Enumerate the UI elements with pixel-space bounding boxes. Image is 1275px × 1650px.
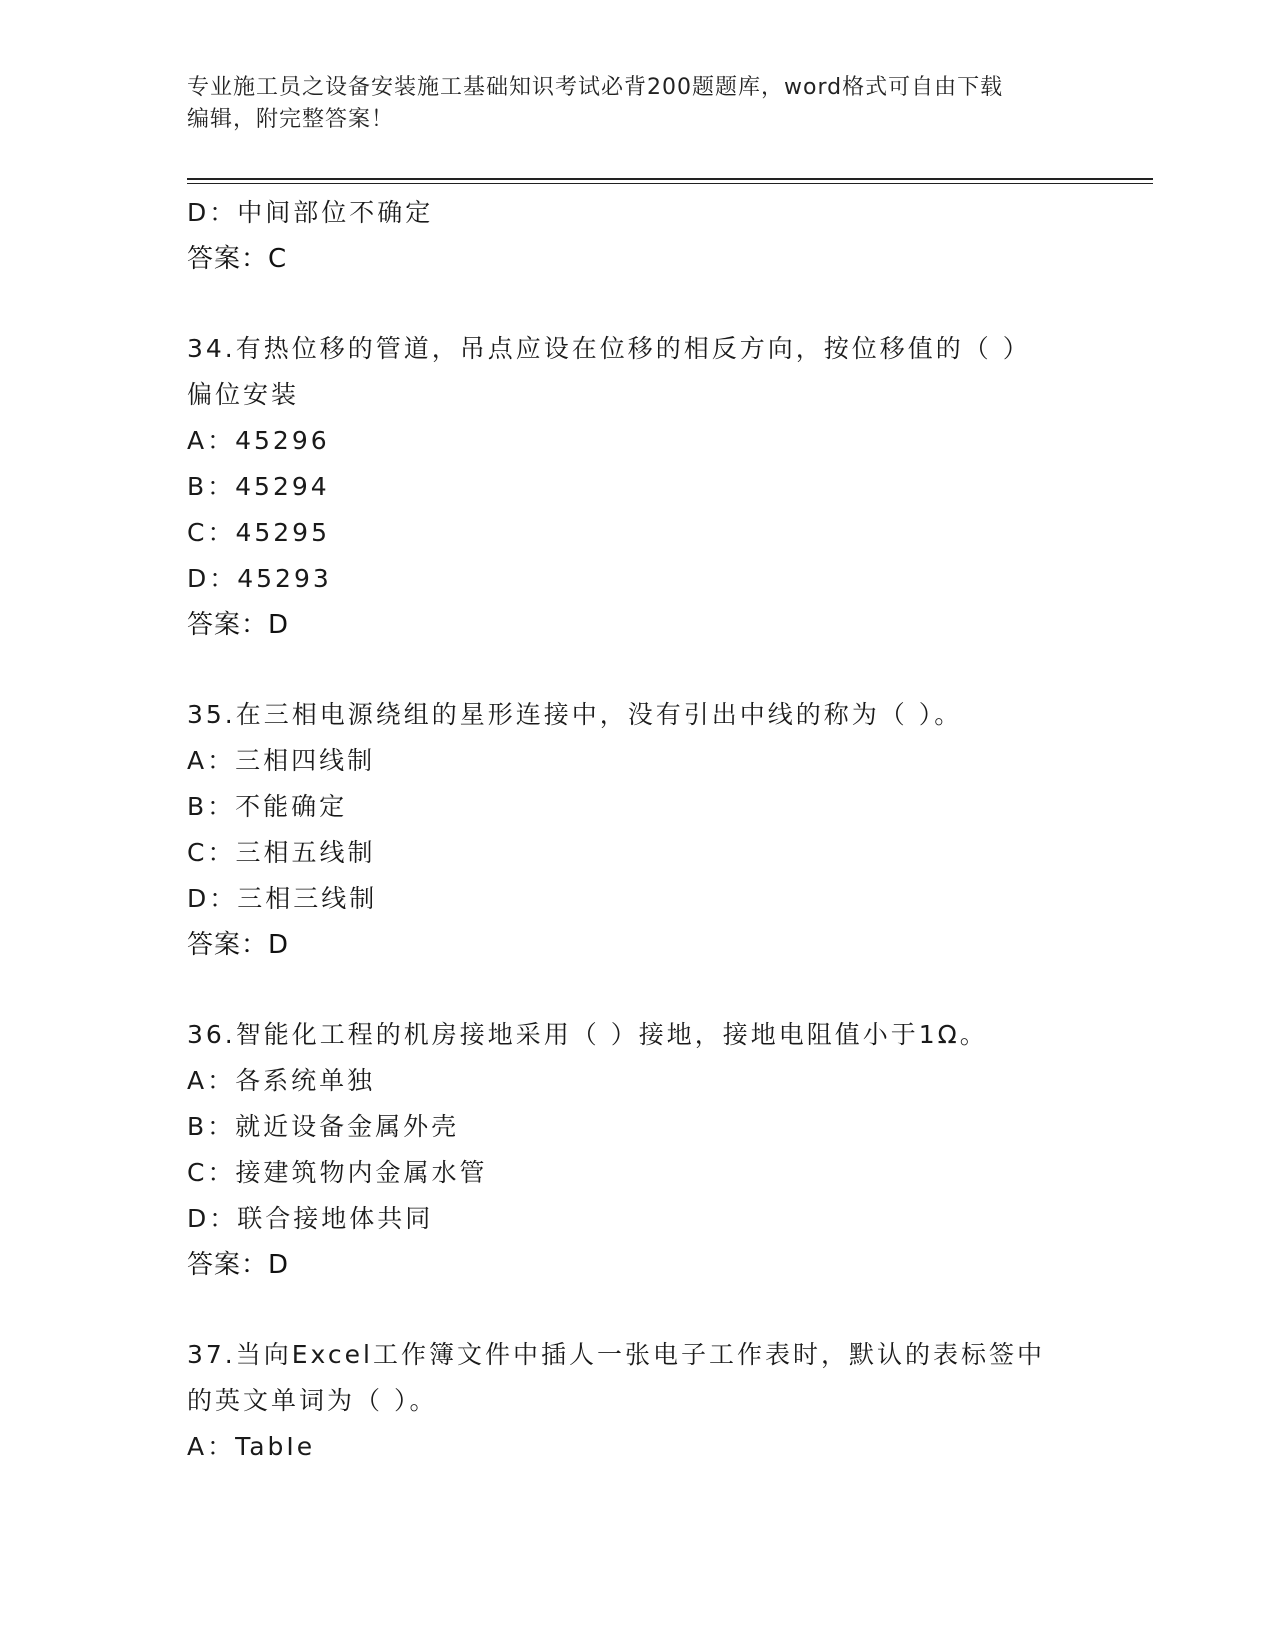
question-spacer <box>187 648 1067 692</box>
answer-text: 答案：D <box>187 1250 290 1280</box>
option-d: D：联合接地体共同 <box>187 1204 434 1233</box>
header-line-2: 编辑，附完整答案！ <box>187 107 395 132</box>
question-text: 35.在三相电源绕组的星形连接中，没有引出中线的称为（ ）。 <box>187 700 963 729</box>
option-a: A：各系统单独 <box>187 1066 376 1095</box>
option-b: B：45294 <box>187 472 330 501</box>
option-b: B：就近设备金属外壳 <box>187 1112 460 1141</box>
question-spacer <box>187 1288 1067 1332</box>
question-text: 34.有热位移的管道，吊点应设在位移的相反方向，按位移值的（ ） <box>187 334 1031 363</box>
question-item <box>187 1012 1067 1288</box>
question-text: 37.当向Excel工作簿文件中插人一张电子工作表时，默认的表标签中 <box>187 1340 1045 1369</box>
question-text: 36.智能化工程的机房接地采用（ ）接地，接地电阻值小于1Ω。 <box>187 1020 988 1049</box>
option-a: A：TabIe <box>187 1432 316 1461</box>
question-spacer <box>187 968 1067 1012</box>
answer-text: 答案：D <box>187 930 290 960</box>
question-text-continued: 的英文单词为（ ）。 <box>187 1386 438 1415</box>
question-list <box>187 190 1067 1470</box>
option-d: D：中间部位不确定 <box>187 198 434 227</box>
option-a: A：三相四线制 <box>187 746 376 775</box>
header-divider-thin <box>187 183 1153 184</box>
question-item <box>187 1332 1067 1470</box>
option-d: D：45293 <box>187 564 332 593</box>
answer-text: 答案：D <box>187 610 290 640</box>
answer-text: 答案：C <box>187 244 288 274</box>
option-b: B：不能确定 <box>187 792 348 821</box>
option-d: D：三相三线制 <box>187 884 378 913</box>
option-c: C：45295 <box>187 518 330 547</box>
option-c: C：三相五线制 <box>187 838 376 867</box>
header-line-1: 专业施工员之设备安装施工基础知识考试必背200题题库，word格式可自由下载 <box>187 75 1004 100</box>
question-item <box>187 692 1067 968</box>
question-item <box>187 326 1067 648</box>
header-divider-thick <box>187 178 1153 180</box>
option-a: A：45296 <box>187 426 330 455</box>
question-spacer <box>187 282 1067 326</box>
option-c: C：接建筑物内金属水管 <box>187 1158 488 1187</box>
document-header <box>187 72 1087 136</box>
question-text-continued: 偏位安装 <box>187 380 300 409</box>
